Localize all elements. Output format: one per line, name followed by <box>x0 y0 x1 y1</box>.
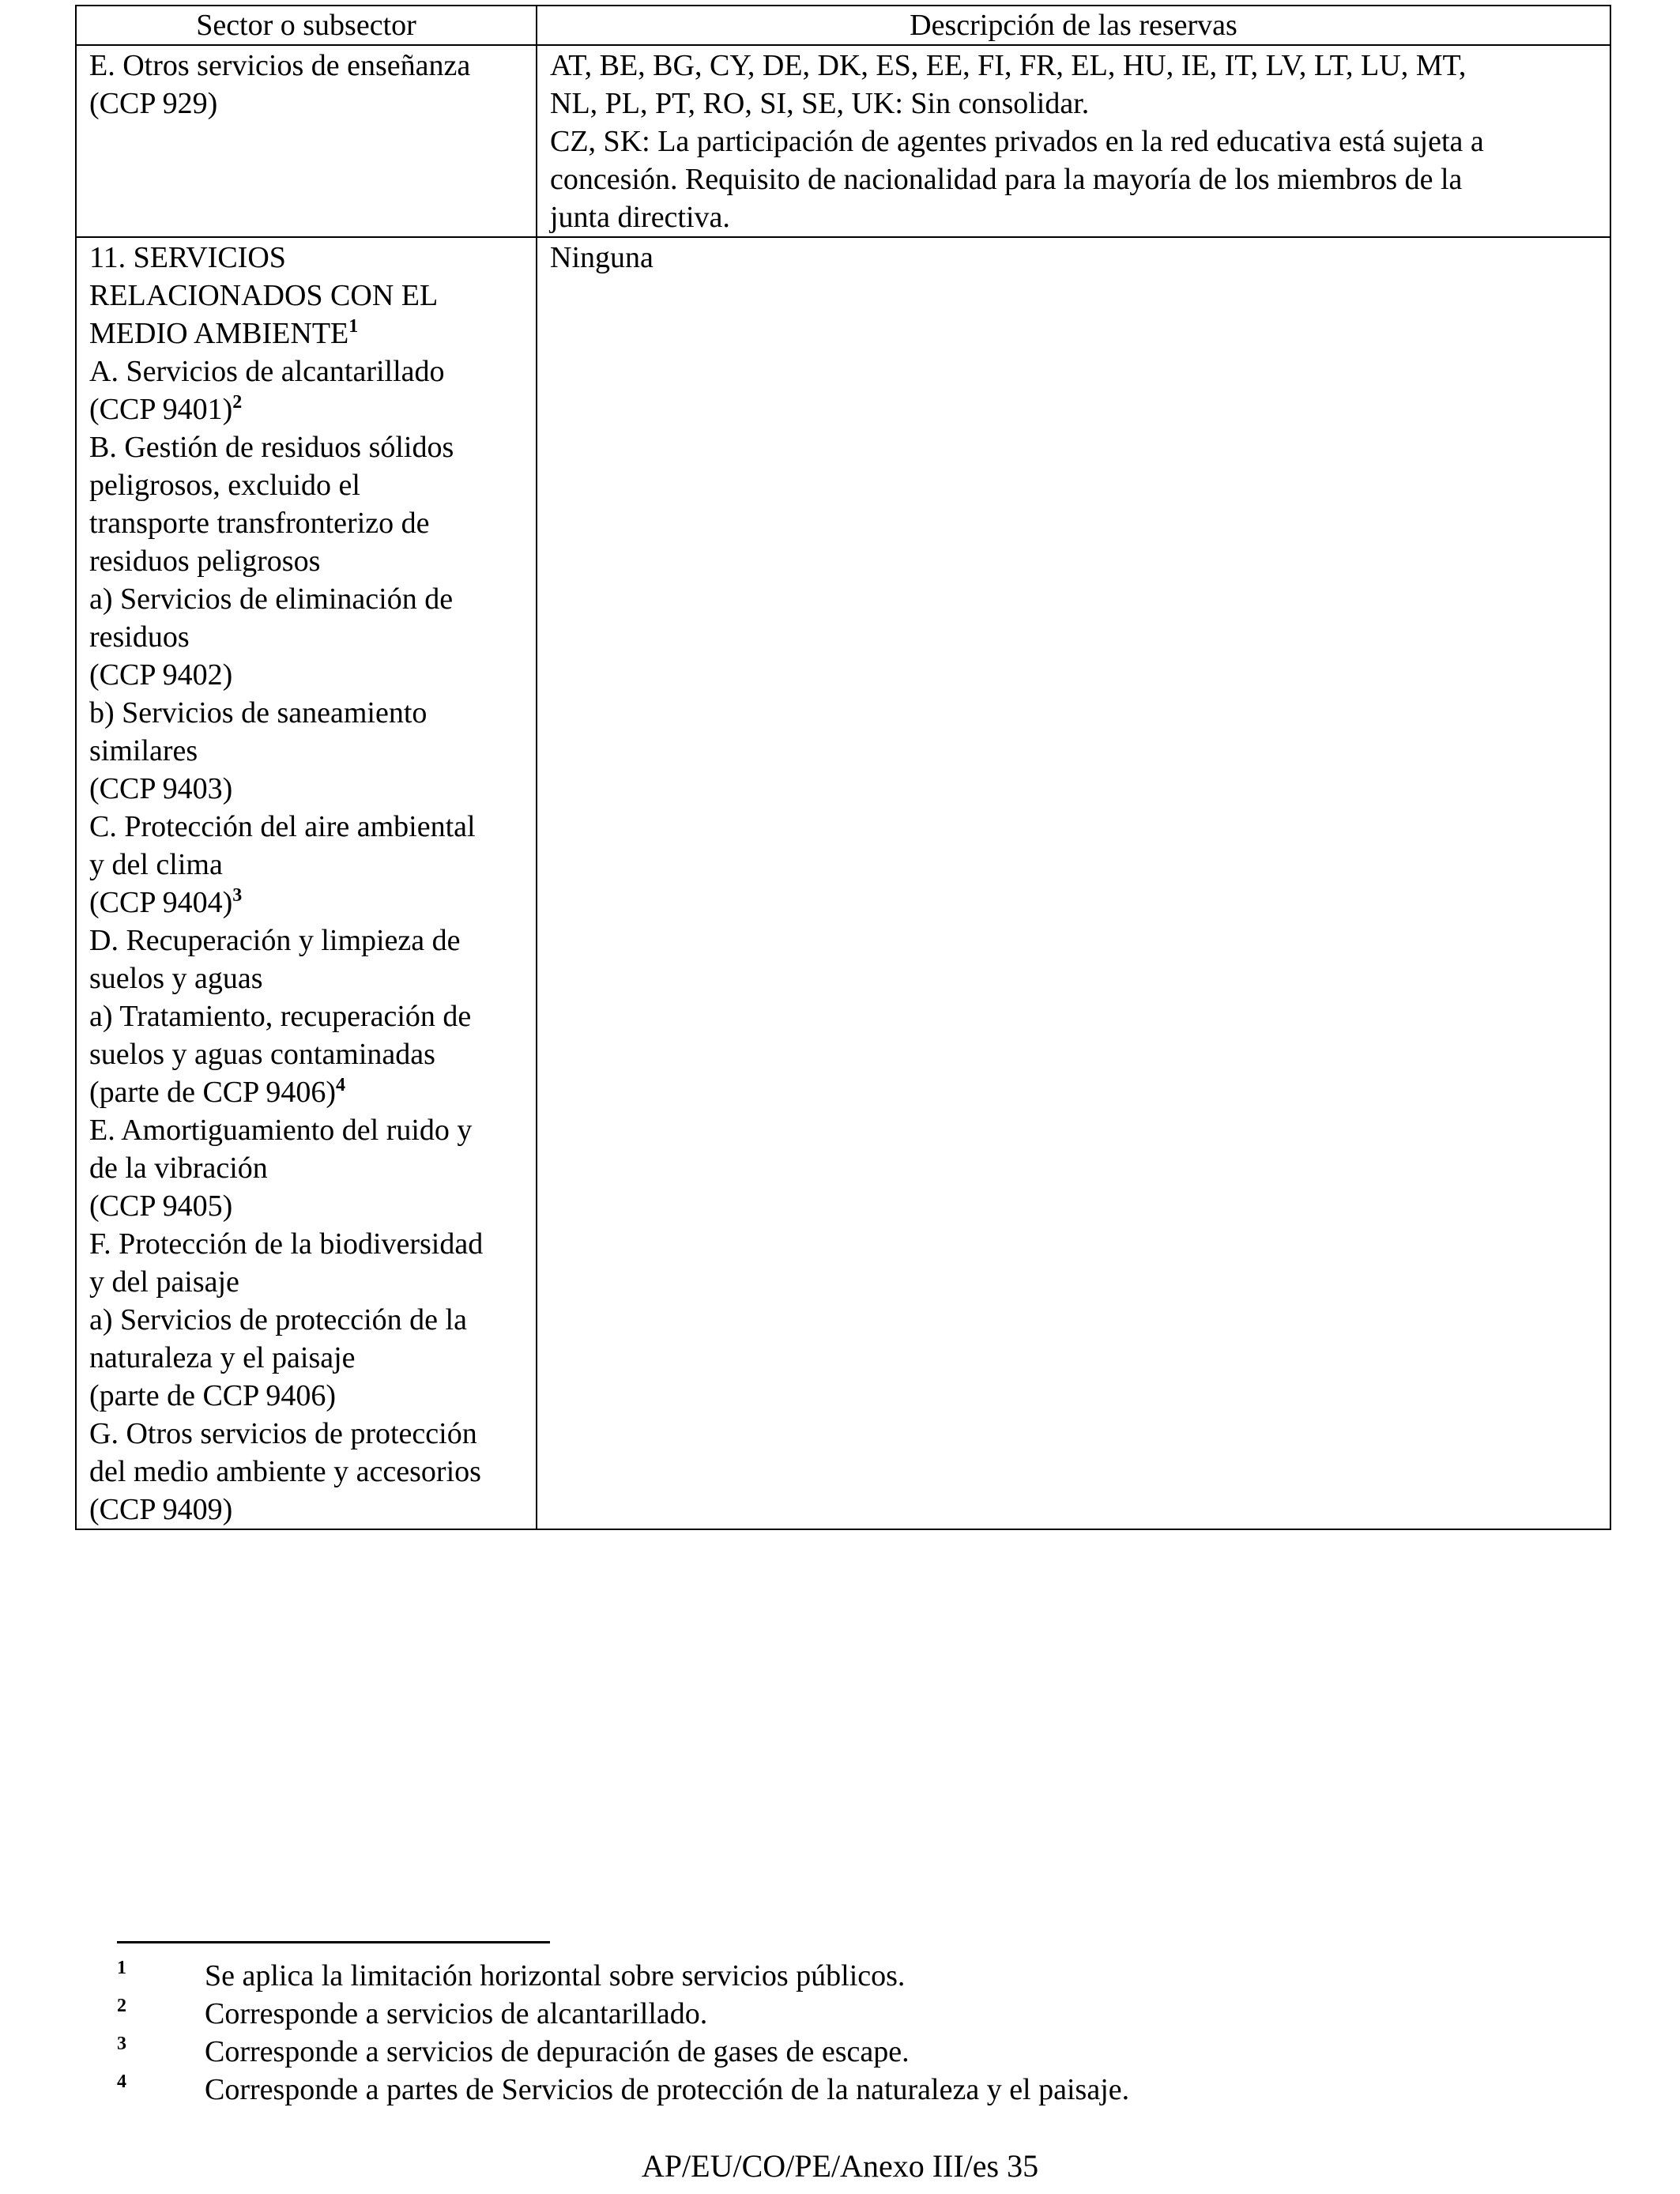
sector-line <box>89 1453 523 1491</box>
sector-line-text: naturaleza y el paisaje <box>89 1341 356 1374</box>
sector-line-text: residuos <box>89 620 190 654</box>
sector-line-text: F. Protección de la biodiversidad <box>89 1227 484 1261</box>
footnote-text: Corresponde a servicios de depuración de gases de escape. <box>205 2035 910 2068</box>
page-footer: AP/EU/CO/PE/Anexo III/es 35 <box>641 2148 1039 2184</box>
sector-line <box>89 1035 523 1073</box>
sector-line <box>89 959 523 997</box>
sector-line <box>89 1377 523 1415</box>
footnote-text: Corresponde a partes de Servicios de protección de la naturaleza y el paisaje. <box>205 2073 1130 2106</box>
table-row <box>76 237 1610 1529</box>
sector-cell <box>76 45 537 237</box>
sector-line <box>89 846 523 884</box>
footnote-number: 3 <box>117 2034 126 2054</box>
sector-line <box>89 1149 523 1187</box>
footnote-ref: 4 <box>336 1075 346 1095</box>
sector-line <box>89 884 523 922</box>
sector-line <box>89 997 523 1035</box>
footnote-item <box>117 1995 1539 2033</box>
sector-line <box>89 85 523 123</box>
footnote-text: Se aplica la limitación horizontal sobre servicios públicos. <box>205 1959 906 1992</box>
sector-line-text: RELACIONADOS CON EL <box>89 279 439 312</box>
reservations-table <box>75 5 1611 1530</box>
sector-line <box>89 466 523 504</box>
sector-line-text: transporte transfronterizo de <box>89 507 430 540</box>
sector-line <box>89 922 523 959</box>
sector-line-text: peligrosos, excluido el <box>89 469 360 502</box>
sector-line-text: E. Otros servicios de enseñanza <box>89 49 471 82</box>
description-line: concesión. Requisito de nacionalidad para la mayoría de los miembros de la <box>550 163 1463 196</box>
sector-line-text: (CCP 9404) <box>89 886 233 919</box>
sector-line <box>89 1339 523 1377</box>
sector-line-text: (parte de CCP 9406) <box>89 1076 337 1109</box>
sector-line-text: suelos y aguas <box>89 962 263 995</box>
sector-line-text: a) Servicios de eliminación de <box>89 582 454 616</box>
sector-line-text: y del clima <box>89 848 223 881</box>
sector-line <box>89 656 523 694</box>
sector-line-text: (parte de CCP 9406) <box>89 1379 337 1412</box>
sector-line <box>89 315 523 352</box>
sector-line <box>89 1491 523 1529</box>
table-row <box>76 45 1610 237</box>
sector-line-text: y del paisaje <box>89 1265 239 1299</box>
description-cell <box>537 237 1610 1529</box>
sector-cell <box>76 237 537 1529</box>
sector-line <box>89 808 523 846</box>
sector-line-text: D. Recuperación y limpieza de <box>89 924 461 957</box>
sector-line <box>89 1073 523 1111</box>
sector-line <box>89 694 523 732</box>
sector-line-text: de la vibración <box>89 1152 268 1185</box>
description-line: CZ, SK: La participación de agentes privados en la red educativa está sujeta a <box>550 125 1484 158</box>
description-line: AT, BE, BG, CY, DE, DK, ES, EE, FI, FR, EL, HU, IE, IT, LV, LT, LU, MT, <box>550 49 1467 82</box>
sector-line-text: 11. SERVICIOS <box>89 241 286 274</box>
sector-line <box>89 504 523 542</box>
sector-line <box>89 352 523 390</box>
sector-line <box>89 542 523 580</box>
footnote-text: Corresponde a servicios de alcantarillado. <box>205 1997 708 2030</box>
table-header-row <box>76 6 1610 45</box>
sector-line-text: a) Servicios de protección de la <box>89 1303 467 1336</box>
description-line: Ninguna <box>550 241 654 274</box>
sector-line <box>89 770 523 808</box>
sector-line <box>89 47 523 85</box>
sector-line-text: (CCP 929) <box>89 87 218 120</box>
sector-line-text: b) Servicios de saneamiento <box>89 696 428 729</box>
sector-line <box>89 239 523 277</box>
sector-line-text: G. Otros servicios de protección <box>89 1417 477 1450</box>
sector-line <box>89 1263 523 1301</box>
sector-line <box>89 277 523 315</box>
footnote-item <box>117 2071 1539 2109</box>
footnote-number: 1 <box>117 1958 126 1978</box>
footnote-item <box>117 2033 1539 2071</box>
sector-line <box>89 1225 523 1263</box>
sector-line-text: C. Protección del aire ambiental <box>89 810 476 843</box>
footnote-ref: 2 <box>232 392 243 413</box>
header-sector: Sector o subsector <box>76 6 537 45</box>
sector-line <box>89 1187 523 1225</box>
sector-line <box>89 1415 523 1453</box>
sector-line-text: residuos peligrosos <box>89 545 321 578</box>
sector-line <box>89 1301 523 1339</box>
footnote-separator <box>117 1941 550 1943</box>
sector-line <box>89 618 523 656</box>
footnotes <box>117 1957 1539 2109</box>
sector-line-text: suelos y aguas contaminadas <box>89 1038 435 1071</box>
sector-line-text: (CCP 9405) <box>89 1189 233 1223</box>
sector-line-text: (CCP 9409) <box>89 1493 233 1526</box>
footnote-number: 4 <box>117 2071 126 2092</box>
footnote-number: 2 <box>117 1996 126 2016</box>
footnote-ref: 1 <box>348 316 359 337</box>
sector-line <box>89 732 523 770</box>
sector-line-text: (CCP 9401) <box>89 393 233 426</box>
sector-line <box>89 428 523 466</box>
footnote-ref: 3 <box>232 885 243 906</box>
description-line: junta directiva. <box>550 201 730 234</box>
sector-line-text: A. Servicios de alcantarillado <box>89 355 445 388</box>
sector-line <box>89 580 523 618</box>
sector-line <box>89 390 523 428</box>
sector-line <box>89 1111 523 1149</box>
sector-line-text: B. Gestión de residuos sólidos <box>89 431 454 464</box>
header-description: Descripción de las reservas <box>537 6 1610 45</box>
sector-line-text: (CCP 9402) <box>89 658 233 692</box>
sector-line-text: del medio ambiente y accesorios <box>89 1455 481 1488</box>
sector-line-text: (CCP 9403) <box>89 772 233 805</box>
footnote-item <box>117 1957 1539 1995</box>
description-cell <box>537 45 1610 237</box>
sector-line-text: MEDIO AMBIENTE <box>89 317 349 350</box>
sector-line-text: a) Tratamiento, recuperación de <box>89 1000 472 1033</box>
sector-line-text: E. Amortiguamiento del ruido y <box>89 1114 473 1147</box>
description-line: NL, PL, PT, RO, SI, SE, UK: Sin consolidar. <box>550 87 1090 120</box>
sector-line-text: similares <box>89 734 198 767</box>
